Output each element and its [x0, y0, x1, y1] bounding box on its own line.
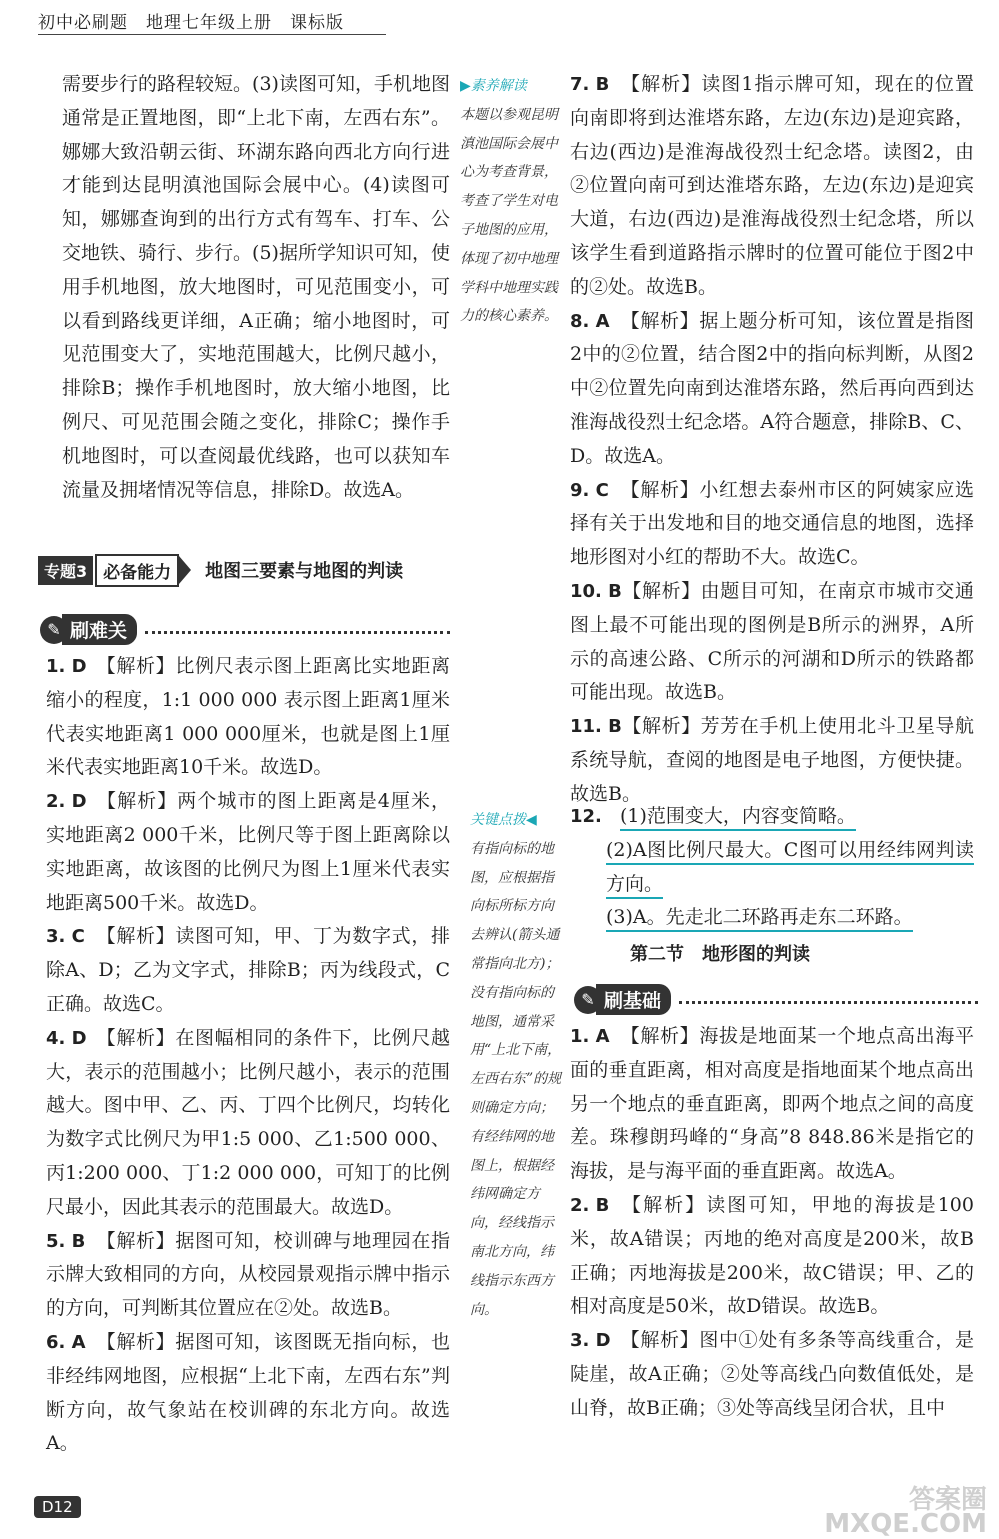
- badge-basic-label: 刷基础: [596, 984, 671, 1015]
- side-note-key-points: [470, 806, 566, 1324]
- badge-hard-label: 刷难关: [62, 614, 137, 645]
- side-note-title: ▶素养解读: [460, 78, 527, 94]
- answer-item: 1. A 【解析】海拔是地面某一个地点高出海平面的垂直距离，相对高度是指地面某个地点高出另一个地点的垂直距离，即两个地点之间的高度差。珠穆朗玛峰的“身高”8 848.86米是指它的海拔，是与海平面的垂直距离。故选A。: [570, 1025, 974, 1183]
- left-intro: [62, 68, 450, 507]
- topic-ability: 必备能力: [95, 554, 179, 587]
- answer-item: 2. B 【解析】读图可知，甲地的海拔是100米，故A错误；丙地的绝对高度是200米，故B正确；丙地海拔是200米，故C错误；甲、乙的相对高度是50米，故D错误。故选B。: [570, 1193, 974, 1318]
- badge-hard: [40, 614, 450, 645]
- answer-item: 4. D 【解析】在图幅相同的条件下，比例尺越大，表示的范围越小；比例尺越小，表示的范围越大。图中甲、乙、丙、丁四个比例尺，均转化为数字式比例尺为甲1:5 000、乙1:500 000、丙1:200 000、丁1:2 000 000，可知丁的比例尺最小，因此其表示的范围最大。故选D。: [46, 1026, 450, 1218]
- watermark: 答案圈 MXQE.COM: [824, 1485, 987, 1539]
- pencil-icon: ✎: [40, 616, 68, 644]
- side-note-text: 本题以参观昆明滇池国际会展中心为考查背景，考查了学生对电子地图的应用，体现了初中地理学科中地理实践力的核心素养。: [460, 106, 558, 325]
- answer-item: 5. B 【解析】据图可知，校训碑与地理园在指示牌大致相同的方向，从校园景观指示牌中指示的方向，可判断其位置应在②处。故选B。: [46, 1229, 450, 1320]
- answer-item: 1. D 【解析】比例尺表示图上距离比实地距离缩小的程度，1:1 000 000 表示图上距离1厘米代表实地距离1 000 000厘米，也就是图上1厘米代表实地距离10千米。故选D。: [46, 655, 450, 779]
- topic-tag: 专题3: [38, 556, 93, 585]
- page-number: D12: [34, 1496, 81, 1518]
- q12-part1: 12. (1)范围变大，内容变简略。: [570, 800, 974, 834]
- section-title: 第二节 地形图的判读: [630, 944, 810, 965]
- side-note-literacy: [460, 72, 560, 331]
- dotted-divider: [145, 631, 450, 634]
- topic-title: 地图三要素与地图的判读: [205, 561, 404, 582]
- answer-item: 2. D 【解析】两个城市的图上距离是4厘米，实地距离2 000千米，比例尺等于图上距离除以实地距离，故该图的比例尺为图上1厘米代表实地距离500千米。故选D。: [46, 790, 450, 914]
- dotted-divider: [679, 1001, 978, 1004]
- answer-item: 3. D 【解析】图中①处有多条等高线重合，是陡崖，故A正确；②处等高线凸向数值低处，是山脊，故B正确；③处等高线呈闭合状，且中: [570, 1329, 974, 1419]
- right-answers: [570, 68, 974, 812]
- question-12: [570, 800, 974, 935]
- intro-paragraph: 需要步行的路程较短。(3)读图可知，手机地图通常是正置地图，即“上北下南，左西右东”。娜娜大致沿朝云街、环湖东路向西北方向行进才能到达昆明滇池国际会展中心。(4)读图可知，娜娜查询到的出行方式有驾车、打车、公交地铁、骑行、步行。(5)据所学知识可知，使用手机地图，放大地图时，可见范围变小，可以看到路线更详细，A正确；缩小地图时，可见范围变大了，实地范围越大，比例尺越小，排除B；操作手机地图时，放大缩小地图，比例尺、可见范围会随之变化，排除C；操作手机地图时，可以查阅最优线路，也可以获知车流量及拥堵情况等信息，排除D。故选A。: [62, 73, 450, 501]
- left-answers: [46, 650, 450, 1461]
- pencil-icon: ✎: [574, 986, 602, 1014]
- side-note-title: 关键点拨◀: [470, 812, 537, 828]
- side-note-text: 有指向标的地图，应根据指向标所标方向去辨认(箭头通常指向北方)；没有指向标的地图，通常采用“上北下南，左西右东”的规则确定方向；有经纬网的地图上，根据经纬网确定方向，经线指示南北方向，纬线指示东西方向。: [470, 840, 562, 1318]
- answer-item: 10. B【解析】由题目可知，在南京市城市交通图上最不可能出现的图例是B所示的洲界，A所示的高速公路、C所示的河湖和D所示的铁路都可能出现。故选B。: [570, 579, 974, 704]
- answer-item: 9. C 【解析】小红想去泰州市区的阿姨家应选择有关于出发地和目的地交通信息的地图，选择地形图对小红的帮助不大。故选C。: [570, 478, 974, 569]
- q12-part3: (3)A。先走北二环路再走东二环路。: [570, 901, 974, 935]
- answer-item: 3. C 【解析】读图可知，甲、丁为数字式，排除A、D；乙为文字式，排除B；丙为线段式，C正确。故选C。: [46, 925, 450, 1015]
- header-divider: [38, 34, 386, 35]
- answer-item: 11. B【解析】芳芳在手机上使用北斗卫星导航系统导航，查阅的地图是电子地图，方便快捷。故选B。: [570, 715, 974, 805]
- answer-item: 7. B 【解析】读图1指示牌可知，现在的位置向南即将到达淮塔东路，左边(东边)是迎宾路，右边(西边)是淮海战役烈士纪念塔。读图2，由②位置向南可到达淮塔东路，左边(东边)是迎宾大道，右边(西边)是淮海战役烈士纪念塔，所以该学生看到道路指示牌时的位置可能位于图2中的②处。故选B。: [570, 73, 974, 298]
- page-header: 初中必刷题 地理七年级上册 课标版: [38, 13, 344, 33]
- topic-header: [38, 554, 448, 586]
- badge-basic: [574, 984, 978, 1015]
- answer-item: 8. A 【解析】据上题分析可知，该位置是指图2中的②位置，结合图2中的指向标判断，从图2中②位置先向南到达淮塔东路，然后再向西到达淮海战役烈士纪念塔。A符合题意，排除B、C、D。故选A。: [570, 309, 974, 467]
- answer-item: 6. A 【解析】据图可知，该图既无指向标，也非经纬网地图，应根据“上北下南，左西右东”判断方向，故气象站在校训碑的东北方向。故选A。: [46, 1330, 450, 1455]
- basic-answers: [570, 1020, 974, 1426]
- arrow-right-icon: [179, 556, 191, 584]
- q12-part2: (2)A图比例尺最大。C图可以用经纬网判读方向。: [570, 834, 974, 902]
